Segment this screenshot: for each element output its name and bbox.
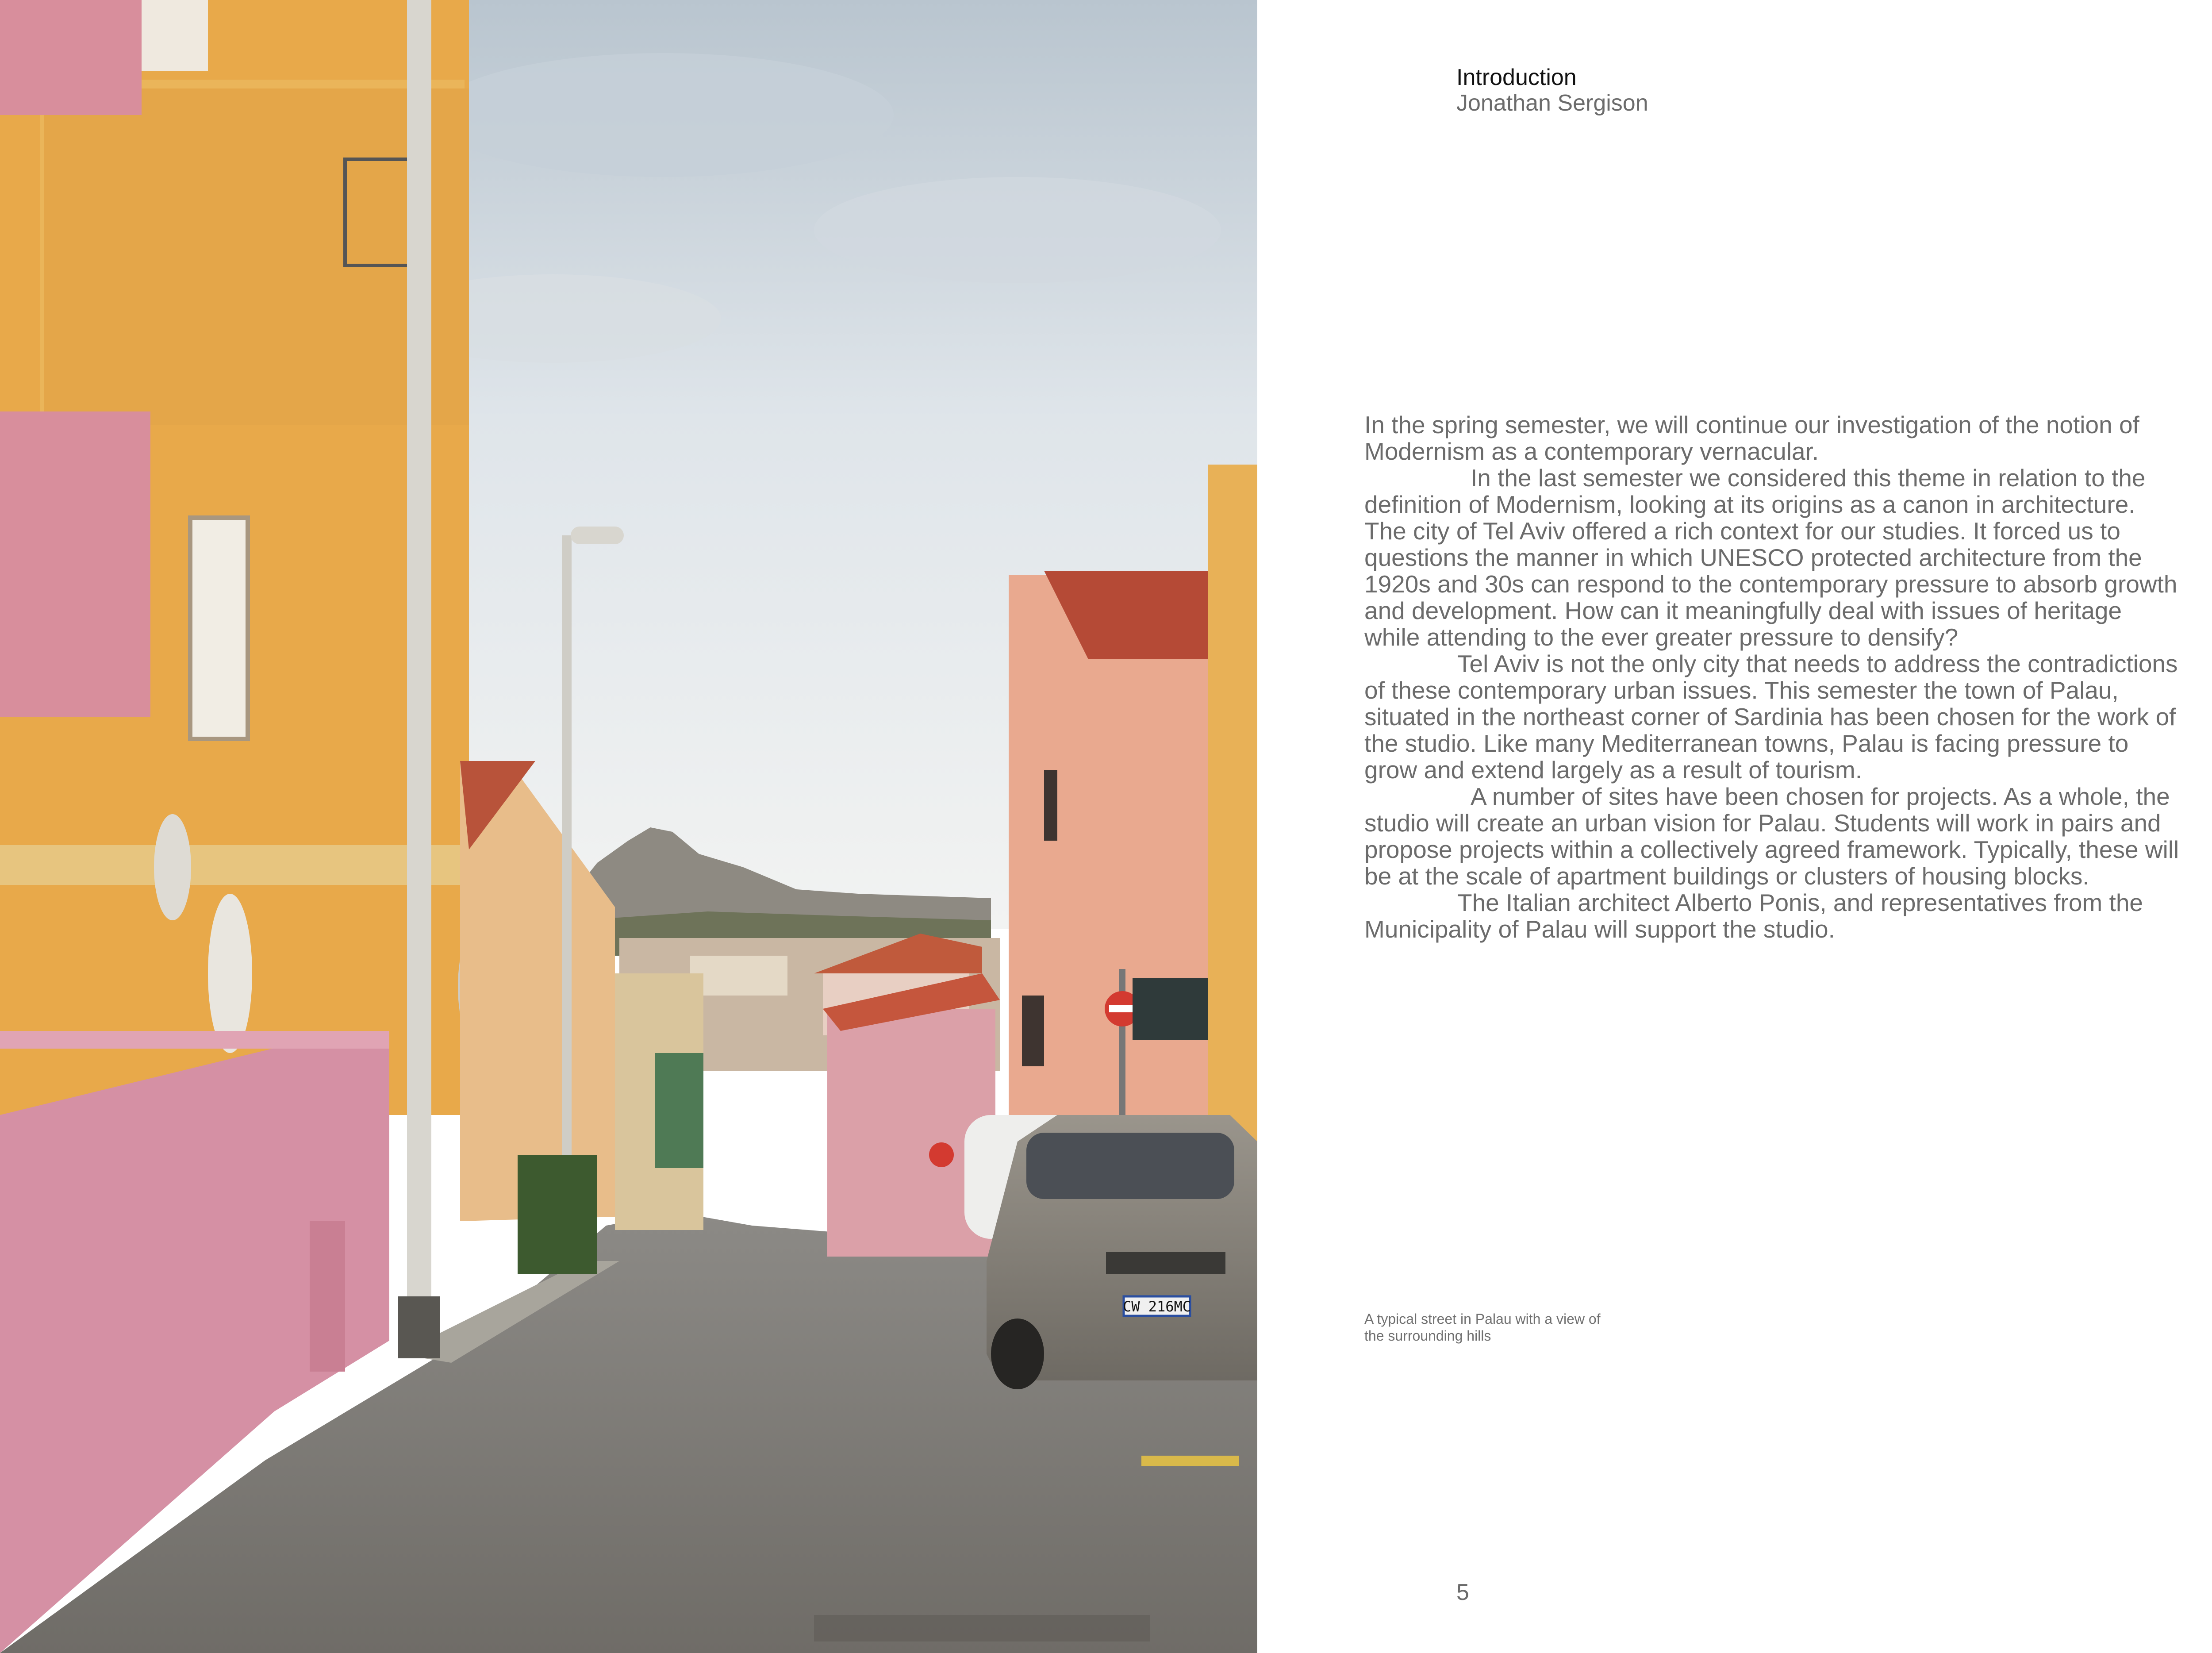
lamp-post	[407, 0, 431, 1319]
article-author: Jonathan Sergison	[1456, 90, 1648, 116]
satellite-dish	[208, 894, 252, 1053]
second-lamp-post	[562, 535, 572, 1164]
satellite-dish	[154, 814, 191, 920]
balcony	[44, 88, 469, 425]
pink-balcony-top	[0, 0, 142, 115]
cloud	[434, 53, 894, 177]
windshield	[1026, 1133, 1234, 1199]
car-grille	[1106, 1252, 1225, 1274]
wall-door	[310, 1221, 345, 1372]
road-marking	[1141, 1456, 1239, 1466]
cloud	[814, 177, 1221, 283]
shutter-top	[133, 0, 208, 71]
distant-building	[690, 956, 787, 996]
body-paragraph: The Italian architect Alberto Ponis, and representatives from the Municipality of Palau will support the studio.	[1364, 889, 2143, 943]
article-body	[1364, 411, 2183, 942]
wall-cap	[0, 1031, 389, 1049]
body-paragraph: A number of sites have been chosen for projects. As a whole, the studio will create an urban vision for Palau. Students will work in pairs and propose projects within a collectively agreed framework. Typically, these will be at the scale of apartment buildings or clusters of housing blocks.	[1364, 783, 2179, 890]
body-paragraph: Tel Aviv is not the only city that needs to address the contradictions of these contemporary urban issues. This semester the town of Palau, situated in the northeast corner of Sardinia has been chosen for the work of the studio. Like many Mediterranean towns, Palau is facing pressure to grow and extend largely as a result of tourism.	[1364, 650, 2178, 784]
car-wheel	[991, 1319, 1044, 1389]
article-title: Introduction	[1456, 65, 1577, 90]
no-entry-sign-small	[929, 1142, 954, 1167]
pink-balcony-mid	[0, 411, 150, 717]
body-paragraph: In the last semester we considered this theme in relation to the definition of Modernism, looking at its origins as a canon in architecture. The city of Tel Aviv offered a rich context for our studies. It forced us to questions the manner in which UNESCO protected architecture from the 1920s and 30s can respond to the contemporary pressure to absorb growth and development. How can it meaningfully deal with issues of heritage while attending to the ever greater pressure to densify?	[1364, 464, 2177, 651]
lamp-head	[571, 527, 624, 544]
window	[1022, 996, 1044, 1066]
street-sign	[1133, 978, 1208, 1040]
license-plate-text: CW 216MC	[1122, 1298, 1191, 1315]
planter-shrub	[518, 1155, 597, 1274]
no-entry-bar	[1109, 1005, 1136, 1012]
body-paragraph: In the spring semester, we will continue our investigation of the notion of Modernism as a contemporary vernacular.	[1364, 411, 2139, 465]
article-heading	[1456, 65, 1648, 116]
band-trim	[0, 845, 469, 885]
window-shutter	[190, 518, 248, 739]
window	[1044, 770, 1057, 841]
manhole	[814, 1615, 1150, 1641]
page-number: 5	[1456, 1580, 1469, 1605]
green-construction	[655, 1053, 703, 1168]
photo-caption: A typical street in Palau with a view of the surrounding hills	[1364, 1311, 1601, 1344]
lamp-post-base	[398, 1296, 440, 1358]
